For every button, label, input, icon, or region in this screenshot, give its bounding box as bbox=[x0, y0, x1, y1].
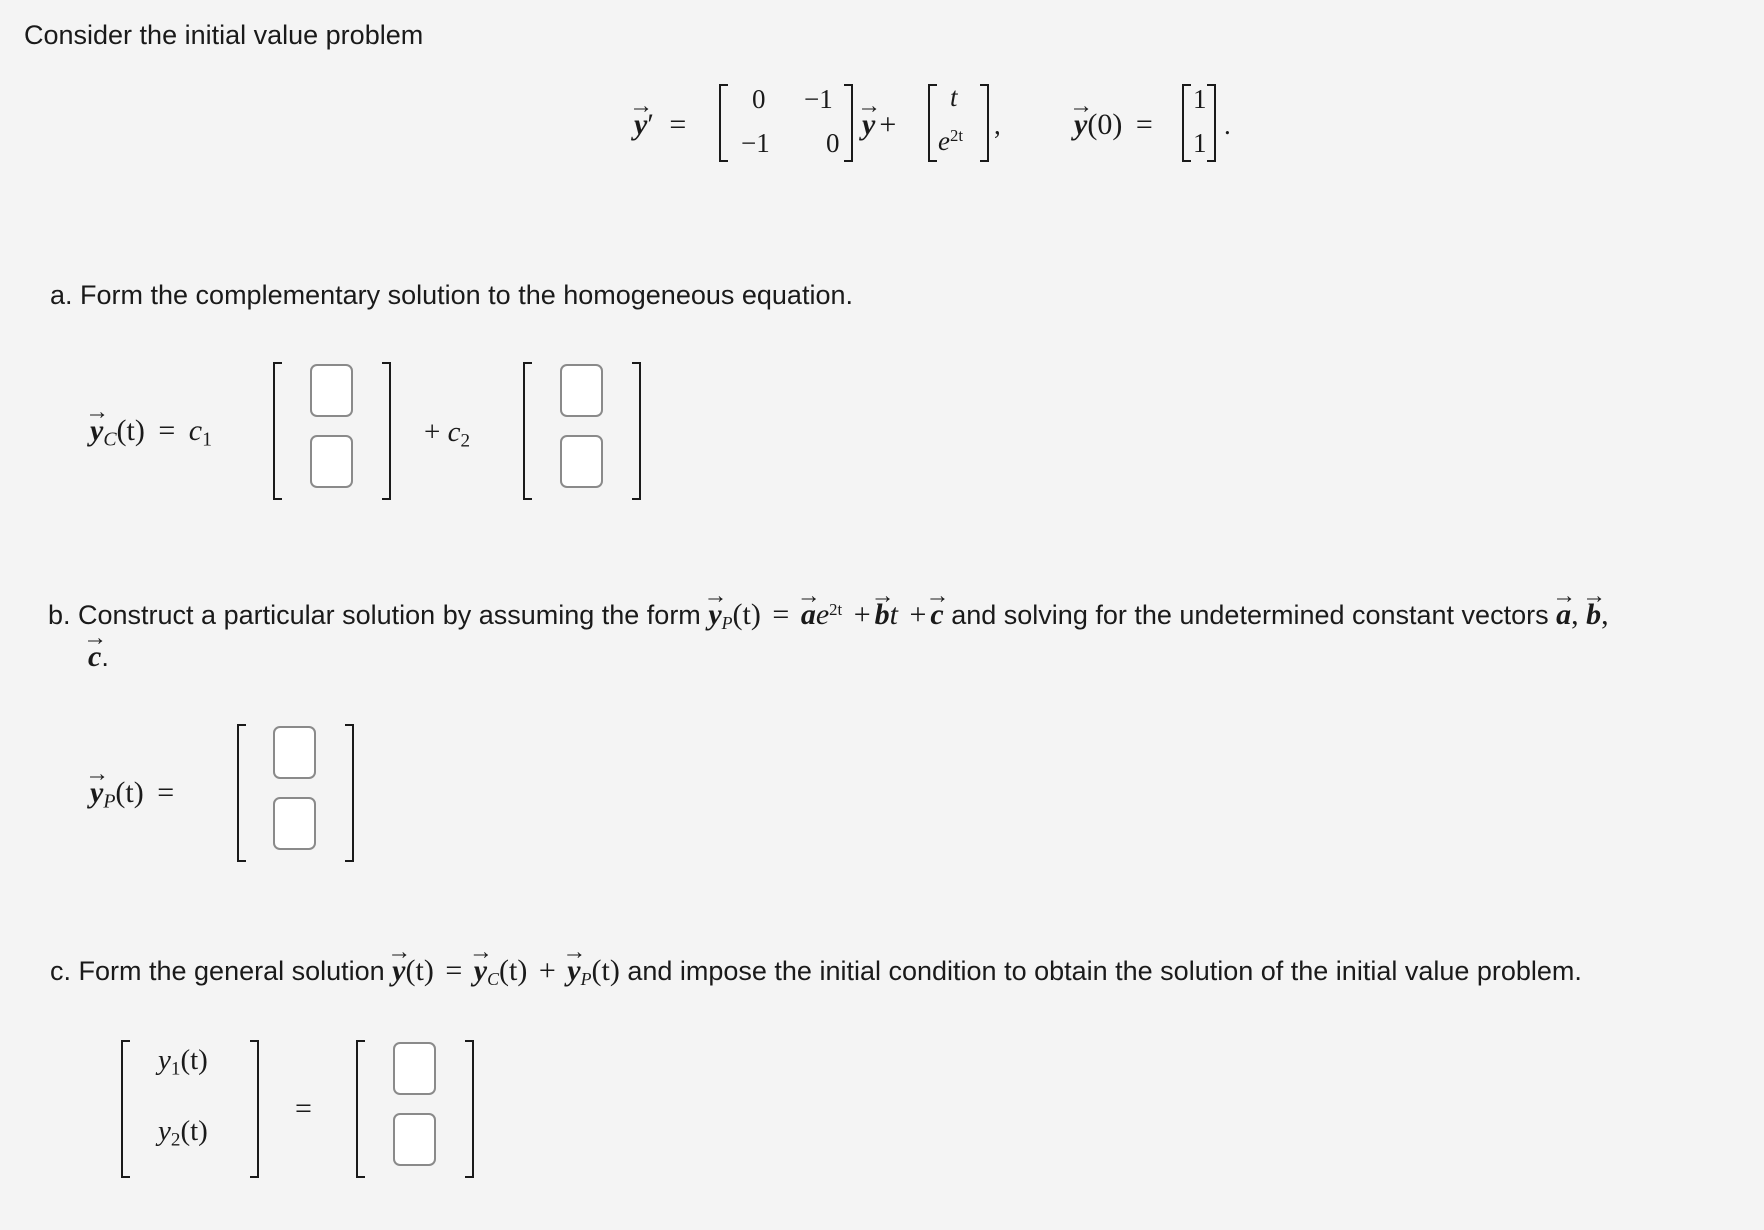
part-a-vec2-right-bracket bbox=[632, 362, 641, 500]
forcing-left-bracket bbox=[928, 84, 937, 162]
forcing-top: t bbox=[950, 82, 958, 112]
part-a-vec1-top-input[interactable] bbox=[310, 364, 353, 417]
part-c-equals: = bbox=[295, 1092, 312, 1125]
part-c-rhs-right-bracket bbox=[465, 1040, 474, 1178]
part-b-bottom-input[interactable] bbox=[273, 797, 316, 850]
part-b-text-line2: → c. bbox=[88, 640, 109, 674]
part-c-lhs-right-bracket bbox=[250, 1040, 259, 1178]
part-a-text: a. Form the complementary solution to the homogeneous equation. bbox=[50, 280, 853, 310]
part-b-lhs: → $y_P(t)$ = bbox=[90, 776, 174, 814]
ic-left-bracket bbox=[1182, 84, 1191, 162]
ode-comma: , bbox=[994, 110, 1001, 140]
part-c-top-input[interactable] bbox=[393, 1042, 436, 1095]
ic-period: . bbox=[1224, 110, 1231, 140]
part-a-vec1-right-bracket bbox=[382, 362, 391, 500]
part-a-plus-c2: + $c_2$ bbox=[424, 416, 471, 452]
part-b-text: b. Construct a particular solution by assuming the form → $y_P(t)$ = → $ae^{2t}$ +→ bt +→ c and solving for the undetermined constant vectors → a, → b, bbox=[48, 598, 1609, 634]
part-c-lhs-left-bracket bbox=[121, 1040, 130, 1178]
part-c-bottom-input[interactable] bbox=[393, 1113, 436, 1166]
part-a-lhs: → $y_C(t) = c_1$ bbox=[90, 414, 212, 452]
part-c-rhs-left-bracket bbox=[356, 1040, 365, 1178]
part-a-vec1-bottom-input[interactable] bbox=[310, 435, 353, 488]
matrix-cell-22: 0 bbox=[826, 128, 840, 158]
matrix-cell-21: −1 bbox=[741, 128, 770, 158]
y1-label: $y_1(t)$ bbox=[158, 1044, 208, 1080]
part-b-left-bracket bbox=[237, 724, 246, 862]
forcing-bottom: $e^{2t}$ bbox=[938, 126, 964, 157]
part-b-right-bracket bbox=[345, 724, 354, 862]
ic-lhs: → y(0) = bbox=[1074, 108, 1153, 142]
matrix-left-bracket bbox=[719, 84, 728, 162]
ic-bottom: 1 bbox=[1193, 128, 1207, 158]
intro-text: Consider the initial value problem bbox=[24, 20, 424, 50]
forcing-right-bracket bbox=[980, 84, 989, 162]
part-a-vec1-left-bracket bbox=[273, 362, 282, 500]
ode-y-plus: → y + bbox=[862, 108, 896, 142]
ic-right-bracket bbox=[1207, 84, 1216, 162]
part-a-vec2-bottom-input[interactable] bbox=[560, 435, 603, 488]
matrix-cell-11: 0 bbox=[752, 84, 766, 114]
part-a-vec2-top-input[interactable] bbox=[560, 364, 603, 417]
part-b-top-input[interactable] bbox=[273, 726, 316, 779]
matrix-cell-12: −1 bbox=[804, 84, 833, 114]
y2-label: $y_2(t)$ bbox=[158, 1115, 208, 1151]
ode-lhs: → y′ = bbox=[634, 108, 686, 142]
part-a-vec2-left-bracket bbox=[523, 362, 532, 500]
ic-top: 1 bbox=[1193, 84, 1207, 114]
part-c-text: c. Form the general solution → y(t) = → $y_C(t)$ + → $y_P(t)$ and impose the initial condition to obtain the solution of the initial value problem. bbox=[50, 954, 1582, 990]
matrix-right-bracket bbox=[844, 84, 853, 162]
